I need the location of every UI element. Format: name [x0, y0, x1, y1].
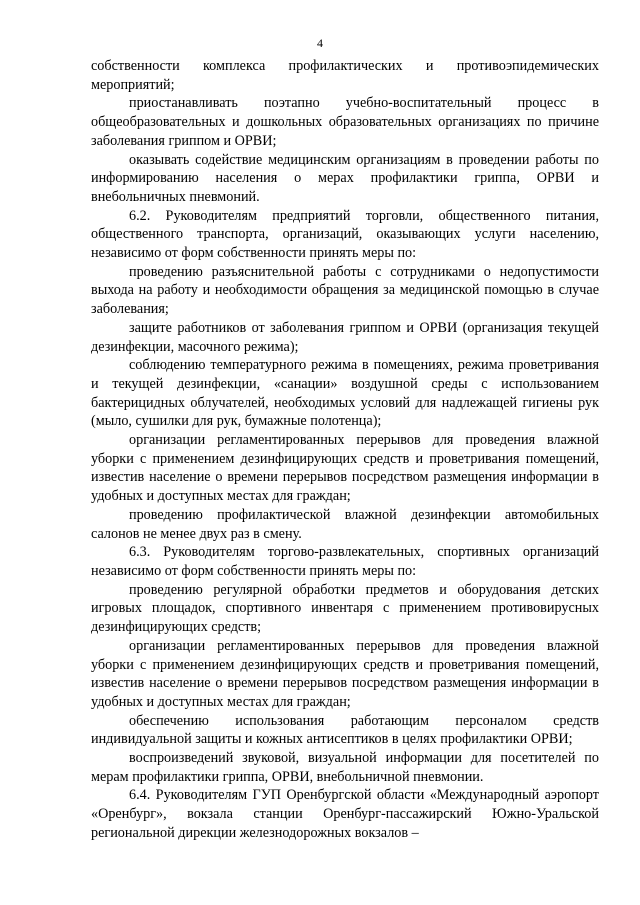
paragraph: проведению разъяснительной работы с сотрудниками о недопустимости выхода на работу и необходимости обращения за медицинской помощью в случае заболевания; [91, 263, 599, 318]
paragraph: проведению регулярной обработки предметов и оборудования детских игровых площадок, спортивного инвентаря с применением противовирусных дезинфицирующих средств; [91, 581, 599, 636]
paragraph: 6.4. Руководителям ГУП Оренбургской области «Международный аэропорт «Оренбург», вокзала станции Оренбург-пассажирский Южно-Уральской региональной дирекции железнодорожных вокзалов – [91, 787, 599, 841]
paragraph: проведению профилактической влажной дезинфекции автомобильных салонов не менее двух раз в смену. [91, 506, 599, 542]
paragraph: оказывать содействие медицинским организациям в проведении работы по информированию населения о мерах профилактики гриппа, ОРВИ и внебольничных пневмоний. [91, 151, 599, 205]
page-number: 4 [317, 36, 323, 50]
paragraph: 6.3. Руководителям торгово-развлекательных, спортивных организаций независимо от форм собственности принять меры по: [91, 544, 599, 579]
paragraph: 6.2. Руководителям предприятий торговли, общественного питания, общественного транспорта, организаций, оказывающих услуги населению, независимо от форм собственности принять меры по: [91, 207, 599, 262]
paragraph: приостанавливать поэтапно учебно-воспитательный процесс в общеобразовательных и дошкольных образовательных организациях по причине заболевания гриппом и ОРВИ; [91, 95, 599, 149]
paragraph: защите работников от заболевания гриппом и ОРВИ (организация текущей дезинфекции, масочного режима); [91, 319, 599, 355]
paragraph: организации регламентированных перерывов для проведения влажной уборки с применением дезинфицирующих средств и проветривания помещений, известив население о времени перерывов посредством размещения информации в удобных и доступных местах для граждан; [91, 637, 599, 710]
paragraph: соблюдению температурного режима в помещениях, режима проветривания и текущей дезинфекции, «санации» воздушной среды с использованием бактерицидных облучателей, необходимых условий для надлежащей гигиены рук (мыло, сушилки для рук, бумажные полотенца); [91, 357, 599, 430]
paragraph: собственности комплекса профилактических и противоэпидемических мероприятий; [91, 58, 599, 93]
paragraph: обеспечению использования работающим персоналом средств индивидуальной защиты и кожных антисептиков в целях профилактики ОРВИ; [91, 712, 599, 748]
document-body [91, 57, 599, 843]
paragraph: воспроизведений звуковой, визуальной информации для посетителей по мерам профилактики гриппа, ОРВИ, внебольничной пневмонии. [91, 750, 599, 785]
paragraph: организации регламентированных перерывов для проведения влажной уборки с применением дезинфицирующих средств и проветривания помещений, известив население о времени перерывов посредством размещения информации в удобных и доступных местах для граждан; [91, 432, 599, 505]
